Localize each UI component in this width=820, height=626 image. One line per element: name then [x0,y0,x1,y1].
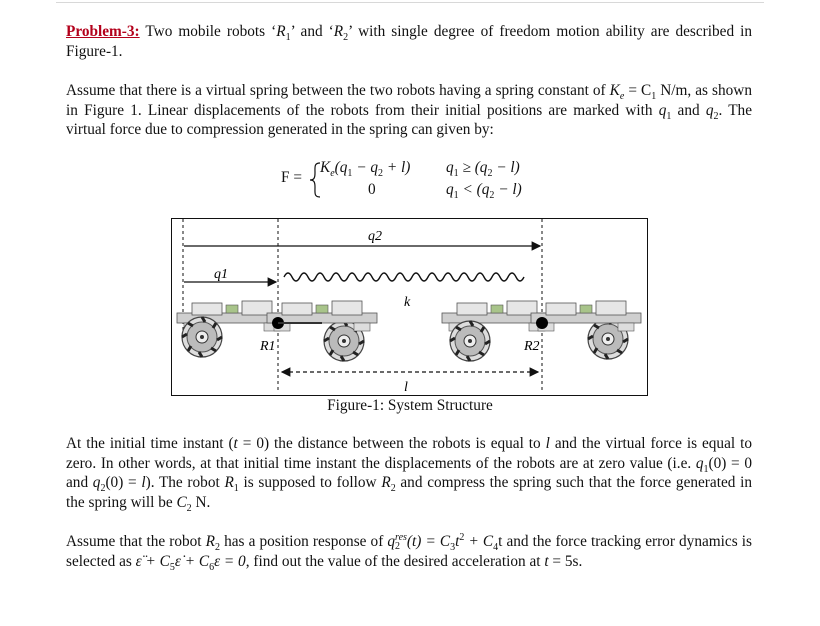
system-structure-figure [171,218,648,396]
ke-units-text: N/m, as shown in Figure 1. Linear displacements of the robots from their initial positions are [66,82,752,119]
robot-r1 [177,301,377,361]
q1-label: q1 [214,267,228,282]
r2-label: R2 [524,339,540,354]
ke-subscript: e [619,91,625,103]
c1-subscript: 1 [651,91,657,103]
q2-symbol: q [705,101,714,119]
robot-r2-subscript: 2 [343,32,349,44]
q1-symbol: q [658,101,667,119]
q1-subscript: 1 [666,110,672,122]
r1-label: R1 [260,339,276,354]
problem-and-text: ’ and ‘ [290,23,334,40]
para2-and: and [671,101,706,119]
equation-case2-expression: 0 [368,181,376,198]
distance-l-label: l [404,380,408,394]
q2-label: q2 [368,229,382,244]
para2-force-text: . The virtual force due to compression generated in the spring can given by: [66,101,752,138]
robots-diagram [172,219,646,394]
figure-caption: Figure-1: System Structure [327,397,493,414]
equation-case1-condition: $q_1 \ge (q_2 - l)$ [446,159,520,180]
para2-line1: Assume that there is a virtual spring between the two robots having a spring constant of [66,82,606,99]
robot-r2-symbol: R [333,23,344,40]
q2-subscript: 2 [713,110,719,122]
equation-case1-expression: $K_e(q_1 - q_2 + l)$ [320,159,411,180]
ke-symbol: K [609,82,620,99]
equation-case2-condition: $q_1 < (q_2 - l)$ [446,181,522,202]
initial-condition-paragraph: At the initial time instant (t = 0) the distance between the robots is equal to l and the virtual force is equal to zero. In other words, at that initial time instant the displacements of the robots are at zero value (i.e. $q_1(0) = 0$ and $q_2(0) = l$). The robot $R_1$ is supposed to follow $R_2$ and compress the spring such that the force generated in the spring will be $C_2$ N. [66,435,753,514]
para2-marked-with: marked with [573,101,659,119]
top-divider [56,2,764,3]
ke-equals: = C [624,82,652,99]
robot-r1-subscript: 1 [285,32,291,44]
virtual-spring [284,273,524,281]
spring-k-label: k [404,295,411,310]
problem-intro-end: ’ with single degree of freedom motion ability are described in Figure-1. [66,23,753,60]
spring-assumption-paragraph [66,81,752,140]
r2-joint [536,317,548,329]
question-paragraph: Assume that the robot $R_2$ has a position response of q res 2 $(t) = C_3t^2 + C_4t$ and the force tracking error dynamics is selected as ε̈ + $C_5\varepsiloṅ + C_6\varepsilon = 0$, find out the value of the desired acceleration at t = 5s. [66,531,752,573]
problem-statement [66,22,752,61]
problem-label: Problem-3: [66,23,140,40]
robot-r1-symbol: R [276,23,286,40]
problem-intro-text: Two mobile robots ‘ [139,23,277,40]
force-equation-lhs: F = [281,169,302,186]
